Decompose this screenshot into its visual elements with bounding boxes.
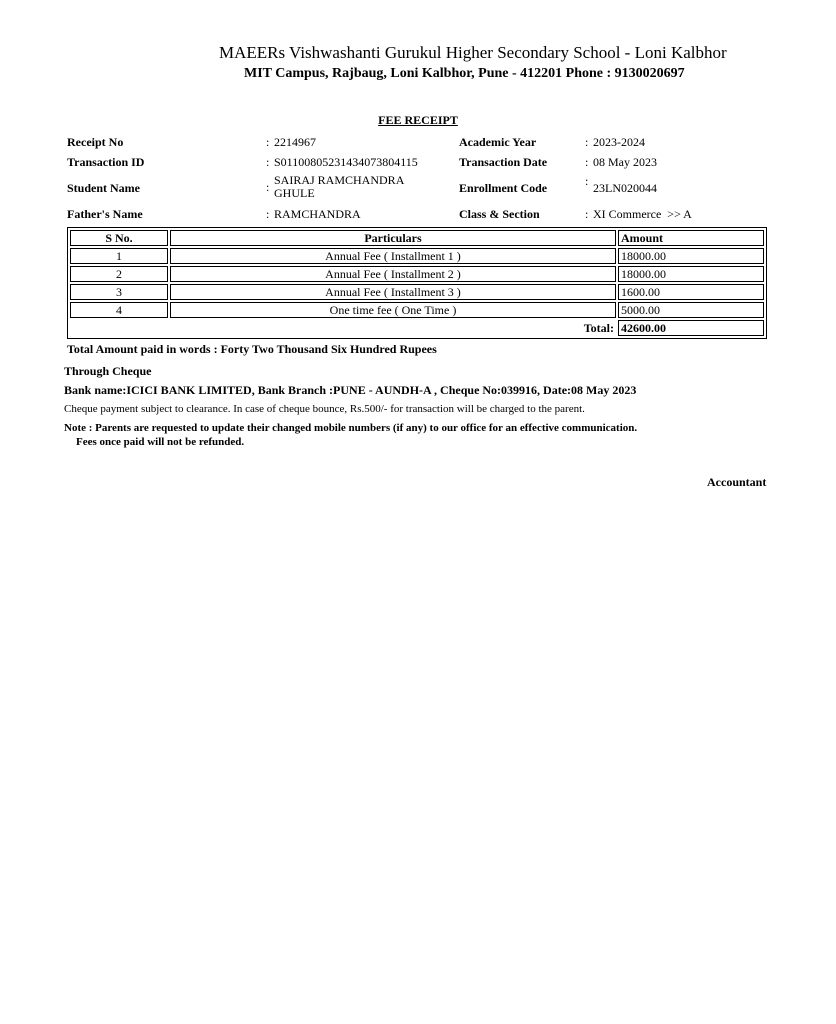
row-sno: 1 — [70, 248, 168, 264]
bank-details: Bank name:ICICI BANK LIMITED, Bank Branch :PUNE - AUNDH-A , Cheque No:039916, Date:08 May 2023 — [64, 383, 637, 397]
transaction-date-value: 08 May 2023 — [593, 155, 657, 169]
accountant-signature: Accountant — [707, 475, 767, 489]
table-row — [70, 302, 764, 318]
row-particular: One time fee ( One Time ) — [170, 302, 616, 318]
total-label: Total: — [583, 321, 614, 335]
student-name-value — [274, 174, 404, 200]
receipt-no-value: 2214967 — [274, 135, 316, 149]
table-total-row — [70, 320, 764, 336]
school-name: MAEERs Vishwashanti Gurukul Higher Secondary School - Loni Kalbhor — [219, 43, 727, 62]
student-name-label: Student Name — [67, 181, 141, 195]
enrollment-code-label: Enrollment Code — [459, 181, 548, 195]
header-sno: S No. — [70, 230, 168, 246]
row-sno: 3 — [70, 284, 168, 300]
class-section-label: Class & Section — [459, 207, 540, 221]
colon: : — [585, 135, 589, 149]
transaction-date-label: Transaction Date — [459, 155, 548, 169]
colon: : — [266, 135, 270, 149]
class-section-value: XI Commerce >> A — [593, 207, 692, 221]
row-sno: 2 — [70, 266, 168, 282]
school-address: MIT Campus, Rajbaug, Loni Kalbhor, Pune - 412201 Phone : 9130020697 — [244, 66, 685, 81]
colon: : — [266, 180, 270, 194]
father-name-label: Father's Name — [67, 207, 143, 221]
cheque-clearance-note: Cheque payment subject to clearance. In case of cheque bounce, Rs.500/- for transaction will be charged to the parent. — [64, 403, 585, 415]
note-no-refund: Fees once paid will not be refunded. — [76, 436, 245, 448]
receipt-title: FEE RECEIPT — [378, 113, 458, 127]
academic-year-label: Academic Year — [459, 135, 537, 149]
colon: : — [585, 174, 589, 188]
row-particular: Annual Fee ( Installment 2 ) — [170, 266, 616, 282]
row-amount: 1600.00 — [618, 284, 764, 300]
student-name-line1: SAIRAJ RAMCHANDRA — [274, 173, 405, 187]
row-particular: Annual Fee ( Installment 3 ) — [170, 284, 616, 300]
receipt-no-label: Receipt No — [67, 135, 124, 149]
colon: : — [266, 155, 270, 169]
table-header-row — [70, 230, 764, 246]
row-amount: 5000.00 — [618, 302, 764, 318]
enrollment-code-value: 23LN020044 — [593, 181, 657, 195]
total-value: 42600.00 — [618, 320, 764, 336]
row-sno: 4 — [70, 302, 168, 318]
colon: : — [585, 207, 589, 221]
fees-table — [67, 227, 767, 339]
colon: : — [266, 207, 270, 221]
transaction-id-label: Transaction ID — [67, 155, 145, 169]
colon: : — [585, 155, 589, 169]
table-row — [70, 248, 764, 264]
amount-in-words: Total Amount paid in words : Forty Two Thousand Six Hundred Rupees — [67, 342, 437, 356]
row-amount: 18000.00 — [618, 266, 764, 282]
header-particulars: Particulars — [170, 230, 616, 246]
row-amount: 18000.00 — [618, 248, 764, 264]
payment-mode: Through Cheque — [64, 364, 152, 378]
table-row — [70, 266, 764, 282]
transaction-id-value: S0110080523143407380411​5 — [274, 155, 418, 169]
header-amount: Amount — [618, 230, 764, 246]
academic-year-value: 2023-2024 — [593, 135, 645, 149]
father-name-value: RAMCHANDRA — [274, 207, 361, 221]
row-particular: Annual Fee ( Installment 1 ) — [170, 248, 616, 264]
table-row — [70, 284, 764, 300]
note-mobile-update: Note : Parents are requested to update their changed mobile numbers (if any) to our office for an effective communication. — [64, 422, 638, 434]
student-name-line2: GHULE — [274, 186, 315, 200]
